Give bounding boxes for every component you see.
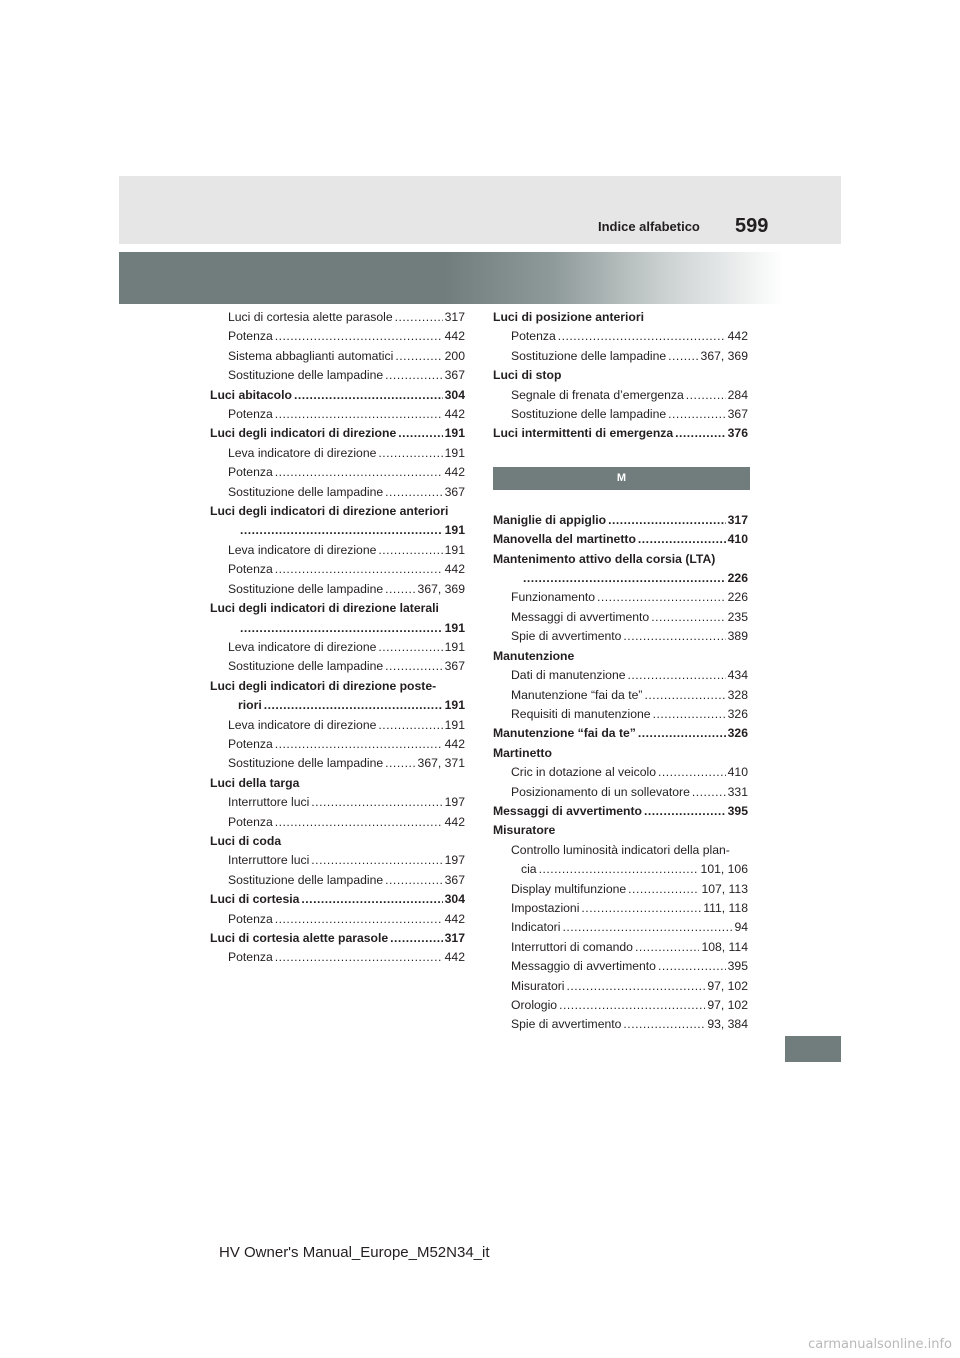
- index-entry-page: 191: [444, 542, 465, 557]
- leader-dots: [275, 948, 443, 967]
- index-entry-page: 376: [727, 426, 748, 441]
- index-entry-term: Potenza: [228, 736, 273, 751]
- index-entry-page: 367, 369: [700, 348, 748, 363]
- index-entry-page: 235: [727, 609, 748, 624]
- index-entry: [493, 366, 748, 385]
- index-entry: [493, 724, 748, 743]
- index-entry: [210, 405, 465, 424]
- leader-dots: [559, 996, 705, 1015]
- index-entry: [210, 851, 465, 870]
- index-entry: [493, 977, 748, 996]
- index-entry-term: Potenza: [228, 407, 273, 422]
- index-entry-term: Interruttori di comando: [511, 939, 633, 954]
- index-entry-term: Posizionamento di un sollevatore: [511, 784, 690, 799]
- index-entry-term: Luci di stop: [493, 368, 562, 383]
- index-entry-page: 328: [727, 687, 748, 702]
- leader-dots: [275, 463, 443, 482]
- leader-dots: [692, 783, 726, 802]
- index-entry-page: 107, 113: [701, 881, 748, 896]
- index-entry-page: 197: [444, 853, 465, 868]
- index-entry-page: 442: [727, 329, 748, 344]
- leader-dots: [644, 802, 726, 821]
- index-entry: [493, 918, 748, 937]
- index-entry-page: 442: [444, 329, 465, 344]
- leader-dots: [668, 347, 698, 366]
- index-group-m: [493, 511, 748, 1035]
- index-entry-term: Indicatori: [511, 920, 561, 935]
- index-entry-term: Luci degli indicatori di direzione anteriori: [210, 504, 449, 519]
- index-entry-page: 410: [727, 765, 748, 780]
- index-entry: [210, 560, 465, 579]
- section-title: Indice alfabetico: [598, 219, 700, 234]
- index-entry: [493, 569, 748, 588]
- index-entry-term: Cric in dotazione al veicolo: [511, 765, 656, 780]
- leader-dots: [385, 580, 415, 599]
- index-entry-term: Leva indicatore di direzione: [228, 445, 377, 460]
- index-entry-term: Sostituzione delle lampadine: [228, 872, 384, 887]
- index-entry-page: 442: [444, 736, 465, 751]
- index-entry-term: Interruttore luci: [228, 853, 310, 868]
- index-entry-term: Sostituzione delle lampadine: [511, 348, 667, 363]
- index-entry-term: Sostituzione delle lampadine: [228, 484, 384, 499]
- index-entry-page: 101, 106: [700, 862, 748, 877]
- index-entry-page: 317: [444, 310, 465, 324]
- index-entry-page: 317: [727, 512, 748, 527]
- index-entry-page: 94: [734, 920, 748, 935]
- index-entry-term: Leva indicatore di direzione: [228, 717, 377, 732]
- leader-dots: [275, 560, 443, 579]
- index-entry: [210, 521, 465, 540]
- index-entry: [210, 793, 465, 812]
- index-column-left: [210, 308, 465, 968]
- index-entry: [210, 638, 465, 657]
- leader-dots: [395, 347, 442, 366]
- index-entry: [493, 608, 748, 627]
- index-entry-term: riori: [238, 698, 262, 713]
- index-entry-page: 442: [444, 911, 465, 926]
- index-entry-term: Manutenzione: [493, 648, 575, 663]
- index-entry: [210, 716, 465, 735]
- index-group-l: [493, 308, 748, 444]
- index-entry: [210, 327, 465, 346]
- index-entry: [210, 754, 465, 773]
- leader-dots: [378, 716, 442, 735]
- leader-dots: [658, 763, 726, 782]
- index-entry-term: Luci degli indicatori di direzione: [210, 426, 397, 441]
- index-entry: [210, 910, 465, 929]
- index-entry: [210, 832, 465, 851]
- index-entry-page: 191: [444, 445, 465, 460]
- index-entry-term: Potenza: [228, 950, 273, 965]
- index-entry-term: Potenza: [228, 562, 273, 577]
- leader-dots: [638, 724, 726, 743]
- index-entry-term: Manutenzione “fai da te”: [493, 726, 636, 741]
- index-entry-term: cia: [521, 862, 537, 877]
- index-entry-page: 200: [444, 348, 465, 363]
- leader-dots: [628, 880, 699, 899]
- leader-dots: [623, 1015, 705, 1034]
- index-entry-term: Sostituzione delle lampadine: [228, 659, 384, 674]
- index-entry-term: Leva indicatore di direzione: [228, 542, 377, 557]
- thumb-tab-marker: [785, 1036, 841, 1062]
- index-entry-page: 97, 102: [707, 978, 748, 993]
- index-entry-term: Manutenzione “fai da te”: [511, 687, 643, 702]
- index-entry: [210, 502, 465, 521]
- index-entry-page: 93, 384: [707, 1017, 748, 1032]
- index-entry-term: Potenza: [511, 329, 556, 344]
- header-band: [119, 176, 841, 244]
- index-entry-page: 284: [727, 387, 748, 402]
- leader-dots: [675, 424, 726, 443]
- index-entry: [493, 530, 748, 549]
- index-entry: [493, 783, 748, 802]
- leader-dots: [385, 366, 443, 385]
- leader-dots: [628, 666, 726, 685]
- index-entry-term: Potenza: [228, 329, 273, 344]
- index-entry-page: 191: [444, 620, 465, 635]
- index-entry-term: Display multifunzione: [511, 881, 627, 896]
- index-entry-page: 442: [444, 814, 465, 829]
- index-entry: [210, 735, 465, 754]
- leader-dots: [523, 569, 726, 588]
- index-entry-page: 304: [444, 387, 465, 402]
- index-entry-term: Sistema abbaglianti automatici: [228, 348, 394, 363]
- index-entry: [493, 647, 748, 666]
- index-entry-term: Interruttore luci: [228, 795, 310, 810]
- leader-dots: [658, 957, 726, 976]
- index-entry-page: 395: [727, 803, 748, 818]
- index-entry: [493, 763, 748, 782]
- index-entry: [210, 580, 465, 599]
- leader-dots: [311, 793, 442, 812]
- index-entry: [210, 696, 465, 715]
- index-entry: [493, 860, 748, 879]
- index-entry: [493, 511, 748, 530]
- index-entry-page: 410: [727, 532, 748, 547]
- leader-dots: [385, 871, 443, 890]
- leader-dots: [651, 608, 725, 627]
- index-entry: [210, 871, 465, 890]
- index-entry-term: Luci intermittenti di emergenza: [493, 426, 674, 441]
- index-entry-term: Luci di coda: [210, 833, 282, 848]
- index-entry: [493, 666, 748, 685]
- leader-dots: [275, 327, 443, 346]
- leader-dots: [240, 619, 443, 638]
- index-entry: [210, 657, 465, 676]
- index-entry: [210, 619, 465, 638]
- index-entry-page: 226: [727, 590, 748, 605]
- index-entry-page: 111, 118: [703, 900, 748, 915]
- index-entry-page: 367: [444, 659, 465, 674]
- leader-dots: [653, 705, 726, 724]
- leader-dots: [385, 483, 443, 502]
- index-entry-term: Messaggi di avvertimento: [511, 609, 650, 624]
- index-entry: [493, 627, 748, 646]
- leader-dots: [539, 860, 699, 879]
- index-column-right: [493, 308, 748, 1035]
- index-entry-page: 442: [444, 950, 465, 965]
- index-entry-page: 108, 114: [701, 939, 748, 954]
- index-entry: [210, 890, 465, 909]
- leader-dots: [264, 696, 443, 715]
- index-entry: [210, 444, 465, 463]
- index-entry-term: Sostituzione delle lampadine: [511, 407, 667, 422]
- leader-dots: [567, 977, 706, 996]
- index-entry-page: 442: [444, 407, 465, 422]
- leader-dots: [378, 444, 442, 463]
- index-entry: [210, 813, 465, 832]
- index-entry-page: 97, 102: [707, 998, 748, 1012]
- index-entry-term: Luci degli indicatori di direzione poste-: [210, 678, 437, 693]
- index-entry-page: 317: [444, 931, 465, 945]
- leader-dots: [240, 521, 443, 540]
- leader-dots: [275, 735, 443, 754]
- index-entry-term: Sostituzione delle lampadine: [228, 581, 384, 596]
- index-entry-page: 442: [444, 465, 465, 480]
- index-entry-term: Misuratore: [493, 823, 556, 838]
- index-entry: [210, 677, 465, 696]
- index-entry: [210, 463, 465, 482]
- index-entry-term: Luci abitacolo: [210, 387, 292, 402]
- index-entry-page: 367: [444, 484, 465, 499]
- index-entry-term: Luci di cortesia: [210, 892, 300, 907]
- index-entry-page: 191: [444, 523, 465, 538]
- page-number: 599: [735, 215, 769, 237]
- index-entry-term: Dati di manutenzione: [511, 668, 626, 683]
- letter-section-header: M: [493, 467, 750, 490]
- index-entry-page: 304: [444, 892, 465, 907]
- index-entry: [493, 308, 748, 327]
- leader-dots: [378, 541, 442, 560]
- index-entry-term: Messaggi di avvertimento: [493, 803, 643, 818]
- leader-dots: [275, 910, 443, 929]
- index-entry-term: Spie di avvertimento: [511, 629, 622, 644]
- leader-dots: [668, 405, 726, 424]
- leader-dots: [597, 588, 726, 607]
- index-entry-term: Requisiti di manutenzione: [511, 706, 651, 721]
- index-entry-term: Potenza: [228, 911, 273, 926]
- index-entry: [210, 948, 465, 967]
- header-gradient-bar: [119, 252, 841, 304]
- index-entry: [493, 821, 748, 840]
- index-entry-term: Impostazioni: [511, 900, 580, 915]
- index-entry-page: 389: [727, 629, 748, 644]
- leader-dots: [644, 686, 725, 705]
- index-entry: [493, 957, 748, 976]
- index-entry-term: Manovella del martinetto: [493, 532, 636, 547]
- leader-dots: [378, 638, 442, 657]
- index-entry: [493, 1015, 748, 1034]
- index-entry: [493, 841, 748, 860]
- index-entry-term: Controllo luminosità indicatori della plan-: [511, 842, 730, 857]
- index-entry-term: Luci degli indicatori di direzione laterali: [210, 601, 439, 616]
- footer-manual-id: HV Owner's Manual_Europe_M52N34_it: [219, 1244, 490, 1261]
- index-entry-page: 326: [727, 726, 748, 741]
- index-entry: [493, 424, 748, 443]
- index-entry: [493, 938, 748, 957]
- index-entry: [493, 550, 748, 569]
- index-entry: [493, 386, 748, 405]
- leader-dots: [275, 405, 443, 424]
- index-entry-page: 395: [727, 959, 748, 974]
- index-entry: [210, 424, 465, 443]
- index-entry-page: 191: [444, 698, 465, 713]
- index-entry: [210, 483, 465, 502]
- index-entry: [210, 774, 465, 793]
- index-entry: [493, 686, 748, 705]
- index-entry-term: Sostituzione delle lampadine: [228, 756, 384, 771]
- index-entry-term: Misuratori: [511, 978, 565, 993]
- index-entry-term: Maniglie di appiglio: [493, 512, 607, 527]
- index-entry: [210, 929, 465, 948]
- index-entry: [493, 705, 748, 724]
- index-entry-term: Leva indicatore di direzione: [228, 639, 377, 654]
- index-entry: [210, 308, 465, 327]
- index-entry: [210, 366, 465, 385]
- index-entry-term: Martinetto: [493, 745, 552, 760]
- index-entry-term: Luci di posizione anteriori: [493, 310, 645, 324]
- index-entry-term: Potenza: [228, 814, 273, 829]
- leader-dots: [311, 851, 442, 870]
- leader-dots: [275, 813, 443, 832]
- index-entry: [493, 588, 748, 607]
- leader-dots: [608, 511, 726, 530]
- index-entry-term: Potenza: [228, 465, 273, 480]
- leader-dots: [638, 530, 726, 549]
- leader-dots: [635, 938, 700, 957]
- index-entry: [210, 599, 465, 618]
- index-entry-term: Sostituzione delle lampadine: [228, 368, 384, 383]
- index-entry-term: Luci di cortesia alette parasole: [228, 310, 393, 324]
- index-entry-page: 367: [444, 368, 465, 383]
- index-entry-page: 331: [727, 784, 748, 799]
- leader-dots: [623, 627, 725, 646]
- index-entry-page: 191: [444, 639, 465, 654]
- index-entry-page: 367, 369: [417, 581, 465, 596]
- leader-dots: [294, 386, 443, 405]
- index-entry-term: Funzionamento: [511, 590, 596, 605]
- index-entry: [210, 386, 465, 405]
- index-entry: [210, 541, 465, 560]
- watermark: carmanualsonline.info: [808, 1337, 952, 1352]
- index-entry: [493, 899, 748, 918]
- index-entry-page: 367, 371: [417, 756, 465, 771]
- index-entry-term: Segnale di frenata d’emergenza: [511, 387, 684, 402]
- index-entry-page: 226: [727, 571, 748, 586]
- index-entry-page: 191: [444, 717, 465, 732]
- leader-dots: [398, 424, 442, 443]
- index-entry: [493, 880, 748, 899]
- leader-dots: [581, 899, 701, 918]
- index-entry-page: 442: [444, 562, 465, 577]
- leader-dots: [385, 754, 415, 773]
- leader-dots: [395, 308, 443, 327]
- index-entry-page: 367: [444, 872, 465, 887]
- leader-dots: [562, 918, 732, 937]
- index-entry: [493, 405, 748, 424]
- leader-dots: [686, 386, 726, 405]
- leader-dots: [558, 327, 726, 346]
- index-entry-term: Spie di avvertimento: [511, 1017, 622, 1032]
- index-entry-term: Mantenimento attivo della corsia (LTA): [493, 551, 716, 566]
- index-entry-page: 367: [727, 407, 748, 422]
- index-entry-term: Luci di cortesia alette parasole: [210, 931, 389, 945]
- index-entry: [493, 996, 748, 1015]
- leader-dots: [301, 890, 442, 909]
- index-entry: [210, 347, 465, 366]
- index-entry-term: Messaggio di avvertimento: [511, 959, 656, 974]
- index-entry: [493, 327, 748, 346]
- index-entry-page: 434: [727, 668, 748, 683]
- leader-dots: [385, 657, 443, 676]
- index-entry: [493, 347, 748, 366]
- index-entry-term: Orologio: [511, 998, 558, 1012]
- index-entry-page: 197: [444, 795, 465, 810]
- leader-dots: [390, 929, 443, 948]
- index-entry-page: 191: [444, 426, 465, 441]
- index-entry-term: Luci della targa: [210, 775, 300, 790]
- index-entry-page: 326: [727, 706, 748, 721]
- index-entry: [493, 802, 748, 821]
- index-entry: [493, 744, 748, 763]
